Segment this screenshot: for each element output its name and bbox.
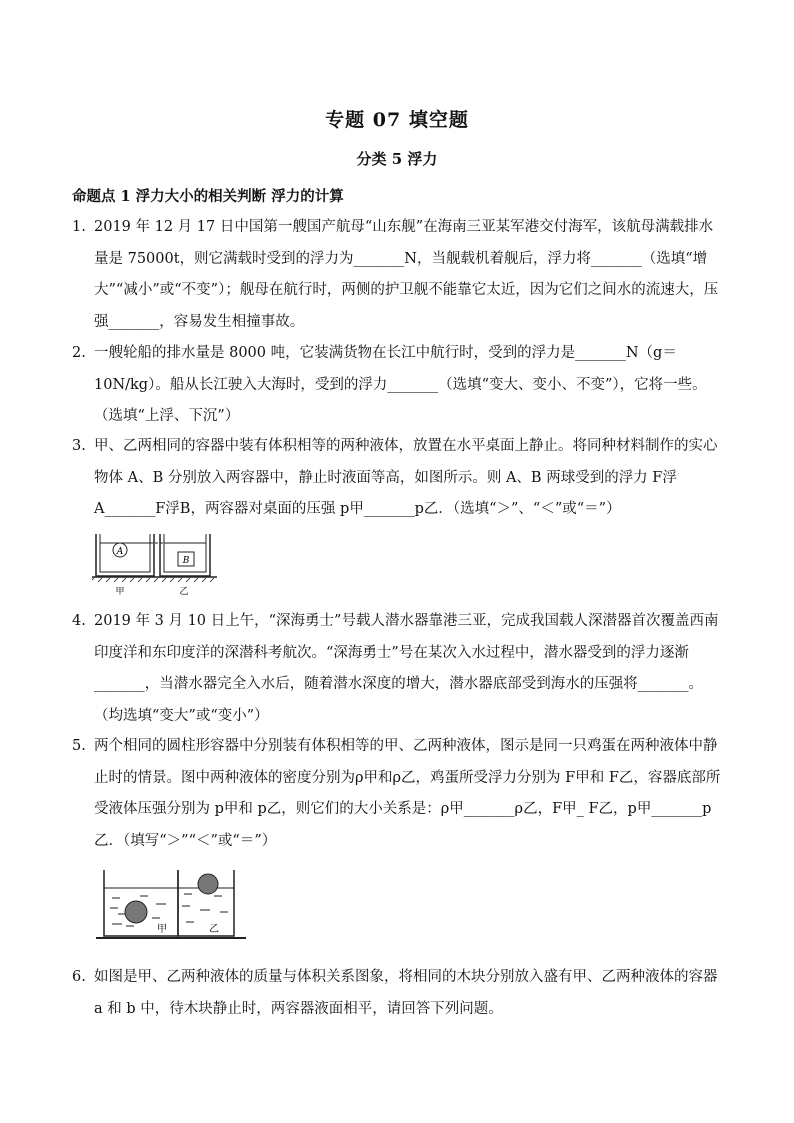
figure-egg-in-liquids xyxy=(96,866,246,946)
question-text: 2019 年 12 月 17 日中国第一艘国产航母“山东舰”在海南三亚某军港交付海军，该航母满载排水量是 75000t，则它满载时受到的浮力为_______N，当舰载机着舰后，浮力将_______（选填“增大”“减小”或“不变”）；舰母在航行时，两侧的护卫舰不能靠它太近，因为它们之间水的流速大，压强_______，容易发生相撞事故。 xyxy=(94,219,719,330)
question-number: 6. xyxy=(72,969,86,985)
question-text: 2019 年 3 月 10 日上午，“深海勇士”号载人潜水器靠港三亚，完成我国载人深潜器首次覆盖西南印度洋和东印度洋的深潜科考航次。“深海勇士”号在某次入水过程中，潜水器受到的浮力逐渐_______，当潜水器完全入水后，随着潜水深度的增大，潜水器底部受到海水的压强将_______。（均选填“变大”或“变小”） xyxy=(94,613,719,724)
question-text: 一艘轮船的排水量是 8000 吨，它装满货物在长江中航行时，受到的浮力是_______N（g＝10N/kg）。船从长江驶入大海时，受到的浮力_______（选填“变大、变小、不变”），它将一些。（选填“上浮、下沉”） xyxy=(94,345,707,424)
question-number: 3. xyxy=(72,438,86,454)
question-6 xyxy=(72,962,722,1025)
question-number: 1. xyxy=(72,219,86,235)
caption-jia: 甲 xyxy=(157,924,167,935)
question-number: 4. xyxy=(72,613,86,629)
label-a: A xyxy=(116,547,124,557)
question-number: 2. xyxy=(72,345,86,361)
caption-yi: 乙 xyxy=(209,924,219,935)
page-subtitle: 分类 5 浮力 xyxy=(356,150,438,168)
page-title: 专题 07 填空题 xyxy=(325,109,469,131)
section-heading: 命题点 1 浮力大小的相关判断 浮力的计算 xyxy=(72,188,344,205)
label-b: B xyxy=(182,556,190,566)
egg-yi xyxy=(198,874,218,894)
question-5 xyxy=(72,731,722,857)
question-text: 甲、乙两相同的容器中装有体积相等的两种液体，放置在水平桌面上静止。将同种材料制作的实心物体 A、B 分别放入两容器中，静止时液面等高，如图所示。则 A、B 两球受到的浮力 F浮A_______F浮B，两容器对桌面的压强 p甲_______p乙．（选填“＞”、“＜”或“＝”） xyxy=(94,438,718,517)
question-text: 如图是甲、乙两种液体的质量与体积关系图象，将相同的木块分别放入盛有甲、乙两种液体的容器 a 和 b 中，待木块静止时，两容器液面相平，请回答下列问题。 xyxy=(94,969,718,1017)
ball-a xyxy=(113,543,127,557)
question-2 xyxy=(72,338,722,433)
caption-jia: 甲 xyxy=(115,587,125,597)
question-1 xyxy=(72,212,722,338)
egg-jia xyxy=(125,901,147,923)
caption-yi: 乙 xyxy=(179,587,189,597)
question-text: 两个相同的圆柱形容器中分别装有体积相等的甲、乙两种液体，图示是同一只鸡蛋在两种液体中静止时的情景。图中两种液体的密度分别为ρ甲和ρ乙，鸡蛋所受浮力分别为 F甲和 F乙，容器底部所受液体压强分别为 p甲和 p乙，则它们的大小关系是：ρ甲_______ρ乙，F甲_ F乙，p甲_______p乙．（填写“＞”“＜”或“＝”） xyxy=(94,738,721,849)
question-3 xyxy=(72,431,722,526)
question-number: 5. xyxy=(72,738,86,754)
figure-two-containers xyxy=(92,530,217,598)
question-4 xyxy=(72,606,722,732)
block-b xyxy=(178,552,194,566)
